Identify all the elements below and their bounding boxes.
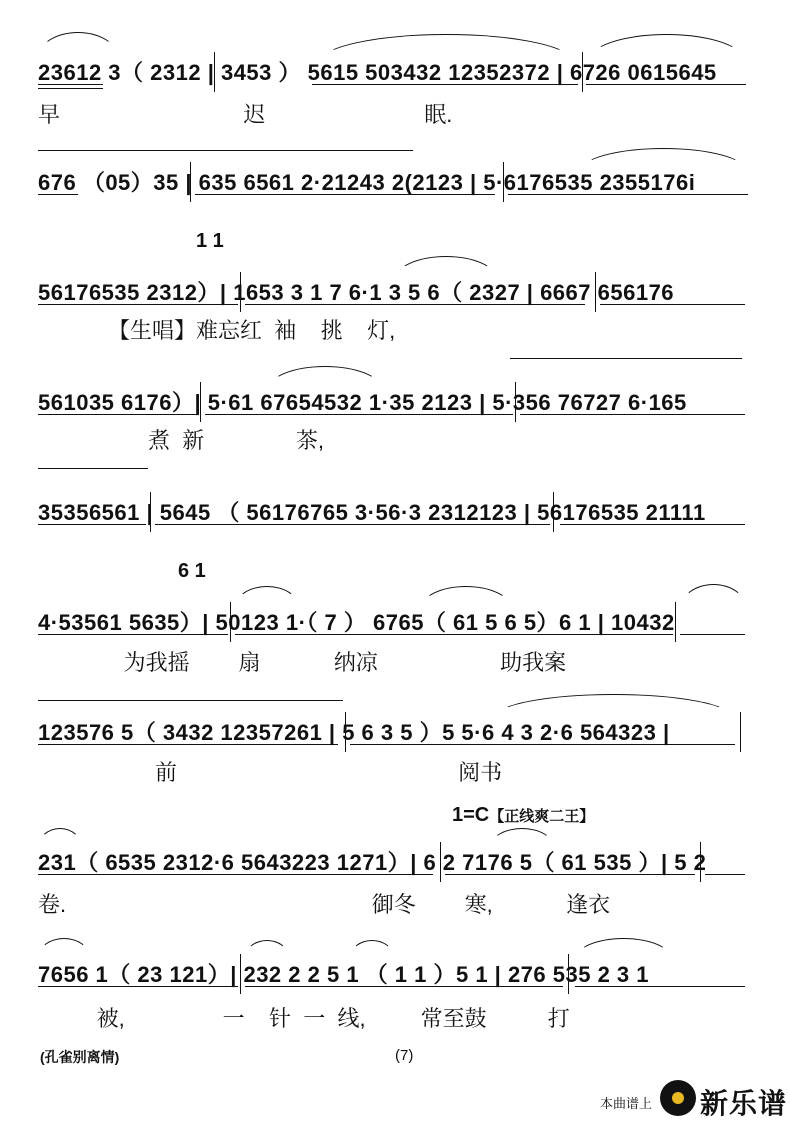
slur (38, 938, 90, 957)
lyrics-line: 为我摇 扇 纳凉 助我案 (38, 650, 567, 675)
barline (740, 712, 741, 752)
barline (700, 842, 701, 882)
barline (190, 162, 191, 202)
notation-line: 231（ 6535 2312·6 5643223 1271）| 6 2 7176 5（ 61 535 ）| 5 2 (38, 850, 707, 875)
barline (503, 162, 504, 202)
beam (235, 634, 673, 635)
score-system-1 (0, 40, 790, 150)
slur (38, 32, 118, 57)
slur (350, 940, 394, 957)
beam (195, 194, 495, 195)
barline (568, 954, 569, 994)
beam (38, 634, 228, 635)
notation-line: 4·53561 5635）| 50123 1·（ 7 ） 6765（ 61 5 6 5）6 1 | 10432 (38, 610, 675, 635)
beam (575, 986, 745, 987)
score-system-4 (0, 370, 790, 480)
score-system-6 (0, 560, 790, 700)
key-signature (452, 804, 594, 827)
beam (705, 874, 745, 875)
grace-notes: 6 1 (178, 560, 206, 582)
barline (200, 382, 201, 422)
barline (240, 954, 241, 994)
beam (312, 84, 578, 85)
beam (680, 634, 745, 635)
score-system-8 (0, 804, 790, 940)
beam (350, 744, 735, 745)
beam (600, 304, 745, 305)
notation-line: 123576 5（ 3432 12357261 | 5 6 3 5 ）5 5·6 4 3 2·6 564323 | (38, 720, 670, 745)
beam (38, 986, 238, 987)
tie-line (38, 700, 343, 701)
slur (235, 586, 299, 607)
beam (245, 304, 585, 305)
slur (490, 828, 554, 847)
barline (515, 382, 516, 422)
beam (38, 304, 238, 305)
barline (230, 602, 231, 642)
lyrics-line: 【生唱】难忘红 袖 挑 灯, (108, 318, 396, 343)
barline (150, 492, 151, 532)
barline (675, 602, 676, 642)
page-number: (7) (395, 1047, 414, 1064)
lyrics-line: 煮 新 茶, (38, 428, 325, 453)
barline (214, 52, 215, 92)
lyrics-line: 早 迟 眠. (38, 102, 453, 127)
score-system-2 (0, 150, 790, 260)
lyrics-line: 卷. 御冬 寒, 逢衣 (38, 892, 611, 917)
beam (560, 524, 745, 525)
barline (553, 492, 554, 532)
notation-line: 35356561 | 5645 （ 56176765 3·56·3 2312123 | 56176535 21111 (38, 500, 706, 525)
notation-line: 7656 1（ 23 121）| 232 2 2 5 1 （ 1 1 ）5 1 | 276 535 2 3 1 (38, 962, 650, 987)
notation-line: 676 （05）35 | 635 6561 2·21243 2(2123 | 5·6176535 2355176i (38, 170, 696, 195)
notation-line: 56176535 2312）| 1653 3 1 7 6·1 3 5 6（ 2327 | 6667 656176 (38, 280, 675, 305)
grace-notes: 1 1 (196, 230, 224, 252)
beam (38, 84, 103, 85)
notation-line: 561035 6176）| 5·61 67654532 1·35 2123 | 5·356 76727 6·165 (38, 390, 687, 415)
score-system-7 (0, 700, 790, 810)
slur (575, 938, 672, 959)
barline (582, 52, 583, 92)
lyrics-line: 前 阅书 (100, 760, 503, 785)
key-label: 【正线爽二王】 (489, 808, 595, 825)
beam (38, 88, 103, 89)
lyrics-line: 被, 一 针 一 线, 常至鼓 打 (60, 1006, 570, 1031)
beam (38, 414, 198, 415)
beam (520, 414, 745, 415)
score-system-9 (0, 942, 790, 1052)
vinyl-record-icon (660, 1080, 696, 1116)
beam (38, 194, 78, 195)
brand-name: 新乐谱 (700, 1088, 788, 1119)
slur (245, 940, 289, 957)
beam (38, 744, 338, 745)
slur (38, 828, 82, 847)
score-system-5 (0, 480, 790, 590)
score-system-3 (0, 230, 790, 370)
beam (245, 986, 563, 987)
tie-line (38, 150, 413, 151)
beam (508, 194, 748, 195)
beam (155, 524, 550, 525)
beam (445, 874, 695, 875)
barline (440, 842, 441, 882)
tie-line (38, 468, 148, 469)
barline (345, 712, 346, 752)
beam (205, 414, 513, 415)
barline (595, 272, 596, 312)
beam (586, 84, 746, 85)
beam (38, 524, 146, 525)
key-value: 1=C (452, 804, 490, 826)
score-title: (孔雀别离情) (40, 1049, 120, 1065)
brand-prefix: 本曲谱上 (600, 1096, 653, 1111)
notation-line: 23612 3（ 2312 | 3453 ） 5615 503432 12352372 | 6726 0615645 (38, 60, 717, 85)
tie-line (510, 358, 742, 359)
beam (38, 874, 433, 875)
barline (240, 272, 241, 312)
